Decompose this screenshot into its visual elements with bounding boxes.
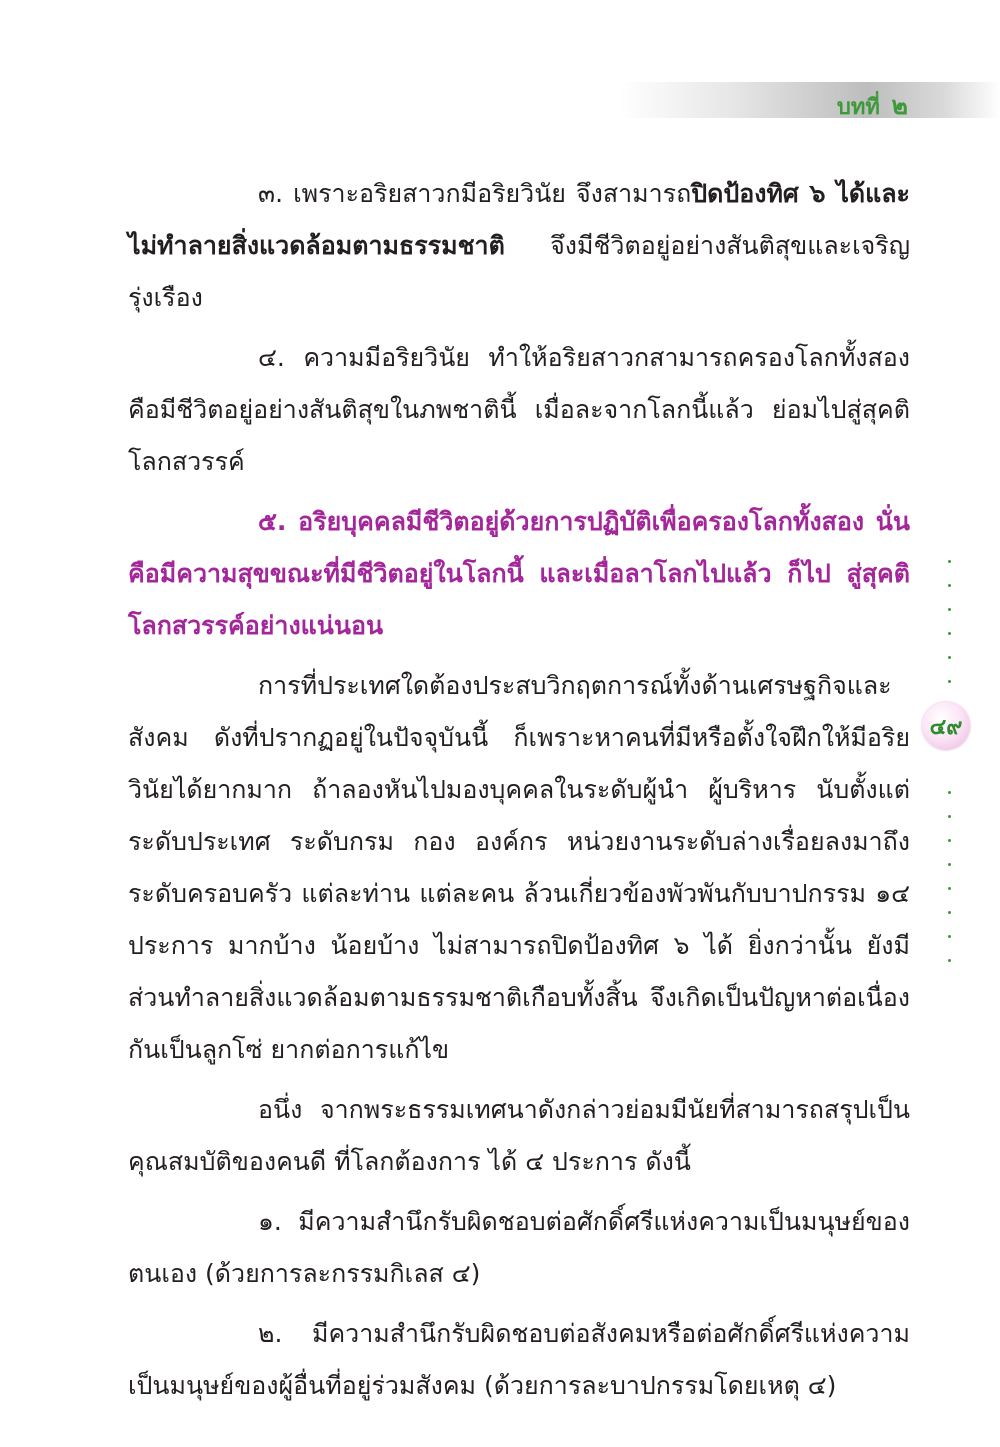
- page-number-badge: [922, 702, 970, 750]
- dot: [948, 584, 951, 587]
- paragraph-9: [128, 1308, 910, 1412]
- chapter-label: [837, 86, 908, 126]
- paragraph-3: [128, 168, 910, 324]
- text-span: ๑. มีความสำนึกรับผิดชอบต่อศักดิ์ศรีแห่งความเป็นมนุษย์ของตนเอง (ด้วยการละกรรมกิเลส ๔): [128, 1207, 910, 1288]
- dot: [948, 959, 951, 962]
- bold-text-span: ปิดป้องทิศ ๖ ได้และไม่ทำลายสิ่งแวดล้อมตามธรรมชาติ: [128, 179, 910, 260]
- dot: [948, 632, 951, 635]
- paragraph-8: [128, 1196, 910, 1300]
- dot: [948, 608, 951, 611]
- dot: [948, 680, 951, 683]
- dot: [948, 656, 951, 659]
- page-number: ๔๙: [929, 714, 963, 740]
- paragraph-5-highlight: [128, 496, 910, 652]
- text-span: ๓. เพราะอริยสาวกมีอริยวินัย จึงสามารถ: [258, 179, 692, 208]
- text-span: ๔. ความมีอริยวินัย ทำให้อริยสาวกสามารถครองโลกทั้งสอง คือมีชีวิตอยู่อย่างสันติสุขในภพชาตินี้ เมื่อละจากโลกนี้แล้ว ย่อมไปสู่สุคติโลกสวรรค์: [128, 343, 910, 476]
- text-span: ๒. มีความสำนึกรับผิดชอบต่อสังคมหรือต่อศักดิ์ศรีแห่งความเป็นมนุษย์ของผู้อื่นที่อยู่ร่วมสังคม (ด้วยการละบาปกรรมโดยเหตุ ๔): [128, 1319, 910, 1400]
- text-span: ๕. อริยบุคคลมีชีวิตอยู่ด้วยการปฏิบัติเพื่อครองโลกทั้งสอง นั่นคือมีความสุขขณะที่มีชีวิตอยู่ในโลกนี้ และเมื่อลาโลกไปแล้ว ก็ไป สู่สุคติโลกสวรรค์อย่างแน่นอน: [128, 507, 910, 640]
- margin-dots-decoration: [945, 560, 955, 983]
- paragraph-6: [128, 660, 910, 1076]
- dot: [948, 791, 951, 794]
- dot: [948, 560, 951, 563]
- dot: [948, 815, 951, 818]
- paragraph-7: [128, 1084, 910, 1188]
- paragraph-4: [128, 332, 910, 488]
- dot: [948, 839, 951, 842]
- dot: [948, 935, 951, 938]
- chapter-number: ๒: [891, 91, 908, 120]
- body-text: [128, 168, 910, 1420]
- dot: [948, 887, 951, 890]
- text-span: อนึ่ง จากพระธรรมเทศนาดังกล่าวย่อมมีนัยที่สามารถสรุปเป็นคุณสมบัติของคนดี ที่โลกต้องการ ได้ ๔ ประการ ดังนี้: [128, 1095, 910, 1176]
- dot: [948, 911, 951, 914]
- text-span: การที่ประเทศใดต้องประสบวิกฤตการณ์ทั้งด้านเศรษฐกิจและสังคม ดังที่ปรากฏอยู่ในปัจจุบันนี้ ก็เพราะหาคนที่มีหรือตั้งใจฝึกให้มีอริยวินัยได้ยากมาก ถ้าลองหันไปมองบุคคลในระดับผู้นำ ผู้บริหาร นับตั้งแต่ระดับประเทศ ระดับกรม กอง องค์กร หน่วยงานระดับล่างเรื่อยลงมาถึงระดับครอบครัว แต่ละท่าน แต่ละคน ล้วนเกี่ยวข้องพัวพันกับบาปกรรม ๑๔ ประการ มากบ้าง น้อยบ้าง ไม่สามารถปิดป้องทิศ ๖ ได้ ยิ่งกว่านั้น ยังมี ส่วนทำลายสิ่งแวดล้อมตามธรรมชาติเกือบทั้งสิ้น จึงเกิดเป็นปัญหาต่อเนื่องกันเป็นลูกโซ่ ยากต่อการแก้ไข: [128, 671, 910, 1064]
- text-span: จึงมีชีวิตอยู่อย่างสันติสุขและเจริญรุ่งเรือง: [128, 231, 910, 312]
- dot: [948, 863, 951, 866]
- chapter-text: บทที่: [836, 95, 880, 120]
- header-gradient-band: [620, 82, 1000, 118]
